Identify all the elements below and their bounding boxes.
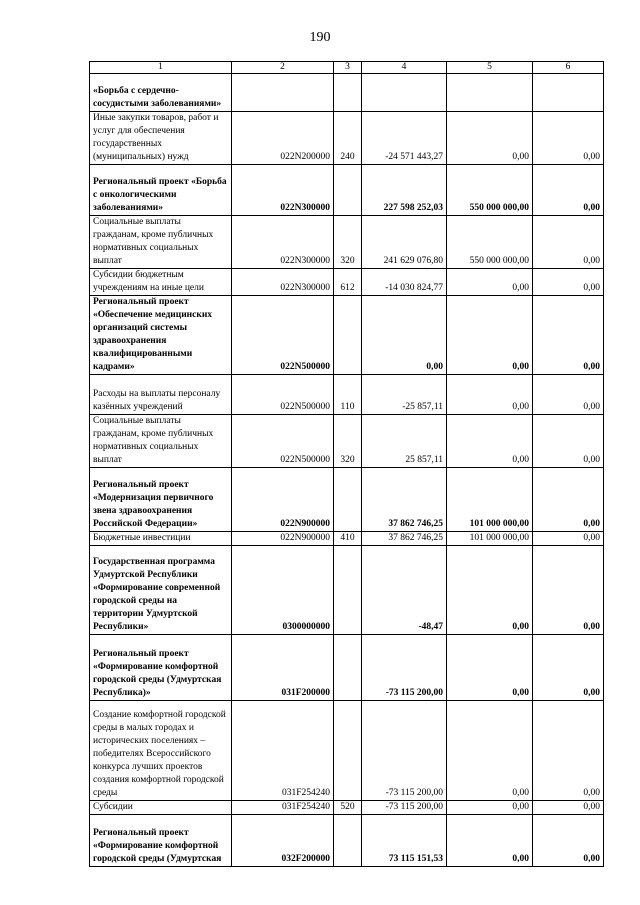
row-amount-3: 0,00	[533, 112, 604, 165]
row-code: 022N500000	[232, 415, 334, 468]
row-kvr	[334, 296, 362, 375]
row-amount-3	[533, 74, 604, 112]
column-number: 4	[362, 62, 447, 74]
row-kvr	[334, 74, 362, 112]
table-row	[90, 165, 604, 216]
row-kvr	[334, 165, 362, 216]
row-kvr: 320	[334, 216, 362, 269]
column-number-row	[90, 62, 604, 74]
table-row	[90, 468, 604, 532]
table-row	[90, 74, 604, 112]
row-amount-1: 227 598 252,03	[362, 165, 447, 216]
row-kvr: 612	[334, 269, 362, 296]
row-amount-3: 0,00	[533, 815, 604, 867]
row-amount-2: 550 000 000,00	[447, 165, 533, 216]
row-kvr	[334, 635, 362, 701]
row-amount-2: 0,00	[447, 546, 533, 635]
row-amount-1: 0,00	[362, 296, 447, 375]
budget-table	[89, 61, 604, 867]
row-amount-2: 550 000 000,00	[447, 216, 533, 269]
row-amount-1: 25 857,11	[362, 415, 447, 468]
row-kvr	[334, 468, 362, 532]
row-amount-1: 73 115 151,53	[362, 815, 447, 867]
row-amount-2: 101 000 000,00	[447, 532, 533, 546]
row-name: Региональный проект «Борьба с онкологическими заболеваниями»	[90, 165, 232, 216]
row-amount-2	[447, 74, 533, 112]
row-kvr	[334, 701, 362, 801]
row-kvr	[334, 815, 362, 867]
row-amount-1: 37 862 746,25	[362, 532, 447, 546]
row-amount-3: 0,00	[533, 269, 604, 296]
row-amount-3: 0,00	[533, 216, 604, 269]
row-name: Создание комфортной городской среды в малых городах и исторических поселениях – победителях Всероссийского конкурса лучших проектов создания комфортной городской среды	[90, 701, 232, 801]
row-name: Субсидии бюджетным учреждениям на иные цели	[90, 269, 232, 296]
row-amount-1: -25 857,11	[362, 375, 447, 415]
row-name: Субсидии	[90, 801, 232, 815]
row-amount-2: 0,00	[447, 635, 533, 701]
row-name: Региональный проект «Обеспечение медицинских организаций системы здравоохранения квалифицированными кадрами»	[90, 296, 232, 375]
row-kvr	[334, 546, 362, 635]
row-amount-2: 0,00	[447, 415, 533, 468]
row-amount-2: 0,00	[447, 269, 533, 296]
row-amount-1: -73 115 200,00	[362, 801, 447, 815]
row-amount-3: 0,00	[533, 635, 604, 701]
row-amount-3: 0,00	[533, 701, 604, 801]
table-row	[90, 269, 604, 296]
row-amount-2: 0,00	[447, 112, 533, 165]
row-kvr: 110	[334, 375, 362, 415]
table-row	[90, 635, 604, 701]
row-name: Региональный проект «Формирование комфортной городской среды (Удмуртская Республика)»	[90, 635, 232, 701]
table-row	[90, 546, 604, 635]
row-amount-3: 0,00	[533, 375, 604, 415]
column-number: 5	[447, 62, 533, 74]
row-amount-2: 0,00	[447, 701, 533, 801]
table-row	[90, 801, 604, 815]
row-amount-1: -48,47	[362, 546, 447, 635]
row-code: 031F254240	[232, 701, 334, 801]
row-code: 031F254240	[232, 801, 334, 815]
row-code: 022N300000	[232, 165, 334, 216]
row-amount-2: 101 000 000,00	[447, 468, 533, 532]
row-name: Социальные выплаты гражданам, кроме публичных нормативных социальных выплат	[90, 415, 232, 468]
row-amount-2: 0,00	[447, 296, 533, 375]
row-code: 022N200000	[232, 112, 334, 165]
row-amount-1: -73 115 200,00	[362, 635, 447, 701]
row-code: 022N900000	[232, 468, 334, 532]
table-row	[90, 815, 604, 867]
row-amount-3: 0,00	[533, 468, 604, 532]
column-number: 6	[533, 62, 604, 74]
row-amount-1: 37 862 746,25	[362, 468, 447, 532]
row-amount-3: 0,00	[533, 296, 604, 375]
row-name: Государственная программа Удмуртской Республики «Формирование современной городской среды на территории Удмуртской Республики»	[90, 546, 232, 635]
row-name: Расходы на выплаты персоналу казённых учреждений	[90, 375, 232, 415]
row-name: Иные закупки товаров, работ и услуг для обеспечения государственных (муниципальных) нужд	[90, 112, 232, 165]
row-code	[232, 74, 334, 112]
row-code: 022N500000	[232, 375, 334, 415]
row-amount-2: 0,00	[447, 375, 533, 415]
column-number: 1	[90, 62, 232, 74]
row-amount-1	[362, 74, 447, 112]
row-amount-3: 0,00	[533, 532, 604, 546]
table-row	[90, 216, 604, 269]
row-amount-3: 0,00	[533, 415, 604, 468]
row-amount-3: 0,00	[533, 801, 604, 815]
row-name: Региональный проект «Модернизация первичного звена здравоохранения Российской Федерации»	[90, 468, 232, 532]
row-code: 022N900000	[232, 532, 334, 546]
table-row	[90, 296, 604, 375]
column-number: 2	[232, 62, 334, 74]
table-row	[90, 701, 604, 801]
table-row	[90, 532, 604, 546]
row-amount-3: 0,00	[533, 165, 604, 216]
row-name: Региональный проект «Формирование комфортной городской среды (Удмуртская	[90, 815, 232, 867]
table-row	[90, 375, 604, 415]
row-code: 022N300000	[232, 216, 334, 269]
column-number: 3	[334, 62, 362, 74]
row-kvr: 520	[334, 801, 362, 815]
row-amount-2: 0,00	[447, 801, 533, 815]
row-code: 022N500000	[232, 296, 334, 375]
row-amount-1: -73 115 200,00	[362, 701, 447, 801]
row-kvr: 240	[334, 112, 362, 165]
row-amount-3: 0,00	[533, 546, 604, 635]
row-name: «Борьба с сердечно-сосудистыми заболеваниями»	[90, 74, 232, 112]
row-name: Социальные выплаты гражданам, кроме публичных нормативных социальных выплат	[90, 216, 232, 269]
table-row	[90, 415, 604, 468]
row-amount-1: -24 571 443,27	[362, 112, 447, 165]
row-code: 032F200000	[232, 815, 334, 867]
row-code: 022N300000	[232, 269, 334, 296]
row-kvr: 320	[334, 415, 362, 468]
row-name: Бюджетные инвестиции	[90, 532, 232, 546]
table-row	[90, 112, 604, 165]
page-number: 190	[309, 30, 331, 45]
row-amount-1: 241 629 076,80	[362, 216, 447, 269]
row-code: 0300000000	[232, 546, 334, 635]
row-code: 031F200000	[232, 635, 334, 701]
row-amount-1: -14 030 824,77	[362, 269, 447, 296]
row-amount-2: 0,00	[447, 815, 533, 867]
row-kvr: 410	[334, 532, 362, 546]
